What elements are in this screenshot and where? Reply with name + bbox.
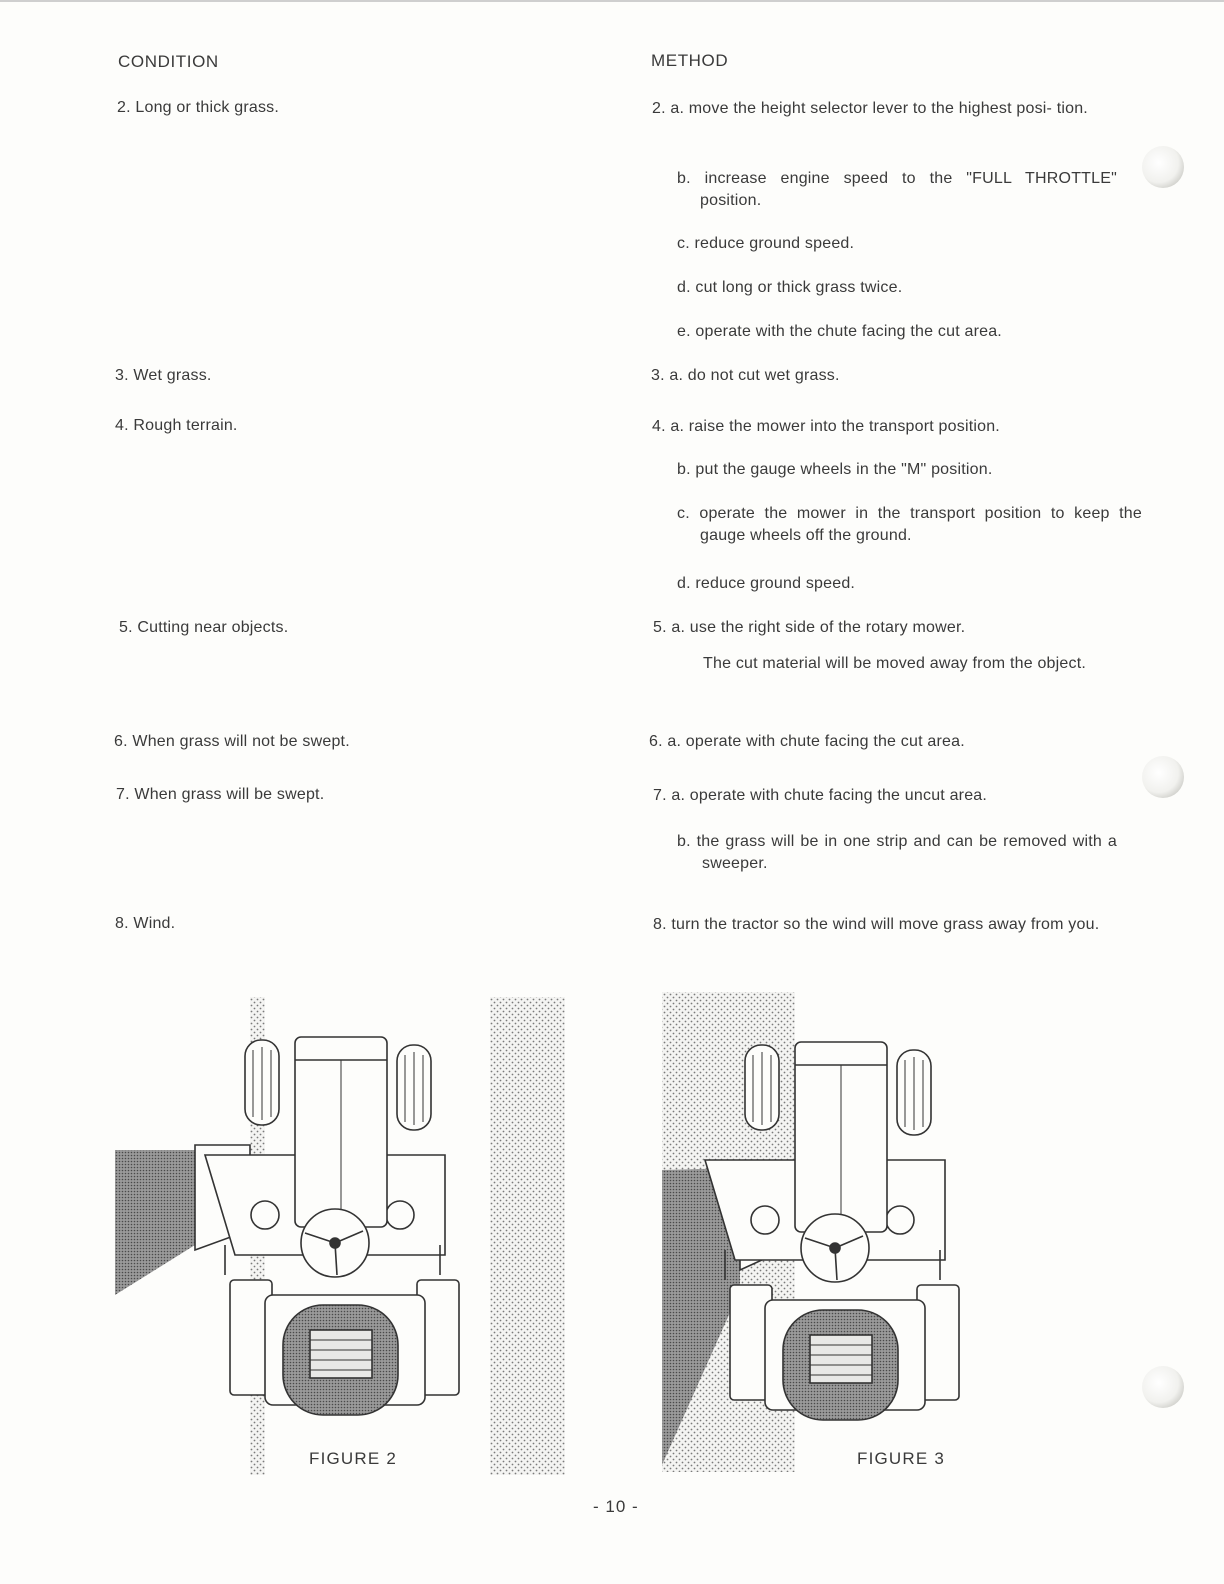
condition-header: CONDITION (118, 52, 219, 71)
method-2e: e. operate with the chute facing the cut area. (677, 323, 1002, 340)
figure-2-discharge-shading (115, 1150, 195, 1295)
condition-8: 8. Wind. (115, 915, 176, 932)
method-2b: b. increase engine speed to the "FULL THROTTLE" position. (677, 170, 1117, 209)
figure-2-caption: FIGURE 2 (309, 1449, 398, 1468)
figure-2-illustration (115, 995, 570, 1475)
binder-hole-top (1142, 146, 1184, 188)
method-4d: d. reduce ground speed. (677, 575, 856, 592)
method-7a: 7. a. operate with chute facing the uncut area. (653, 787, 988, 804)
method-2c: c. reduce ground speed. (677, 235, 855, 252)
page-top-edge (0, 0, 1224, 2)
figure-3-caption: FIGURE 3 (857, 1449, 946, 1468)
method-7b: b. the grass will be in one strip and can be removed with a sweeper. (677, 833, 1117, 872)
condition-3: 3. Wet grass. (115, 367, 212, 384)
method-4a: 4. a. raise the mower into the transport position. (652, 418, 1000, 435)
method-5a: 5. a. use the right side of the rotary mower. (653, 619, 966, 636)
method-5-note: The cut material will be moved away from the object. (703, 655, 1087, 672)
method-4b: b. put the gauge wheels in the "M" position. (677, 461, 993, 478)
binder-hole-bottom (1142, 1366, 1184, 1408)
method-3a: 3. a. do not cut wet grass. (651, 367, 840, 384)
binder-hole-middle (1142, 756, 1184, 798)
figure-3-illustration (660, 990, 1040, 1475)
condition-7: 7. When grass will be swept. (116, 786, 325, 803)
condition-2: 2. Long or thick grass. (117, 99, 280, 116)
method-4c: c. operate the mower in the transport position to keep the gauge wheels off the ground. (677, 505, 1142, 544)
page-number: - 10 - (593, 1497, 639, 1516)
condition-4: 4. Rough terrain. (115, 417, 238, 434)
method-header: METHOD (651, 51, 729, 70)
method-2d: d. cut long or thick grass twice. (677, 279, 903, 296)
method-6a: 6. a. operate with chute facing the cut area. (649, 733, 965, 750)
figure-2-tractor (205, 1037, 459, 1415)
method-8: 8. turn the tractor so the wind will move grass away from you. (653, 916, 1100, 933)
method-2a: 2. a. move the height selector lever to the highest posi- tion. (652, 100, 1088, 117)
condition-5: 5. Cutting near objects. (119, 619, 289, 636)
condition-6: 6. When grass will not be swept. (114, 733, 350, 750)
